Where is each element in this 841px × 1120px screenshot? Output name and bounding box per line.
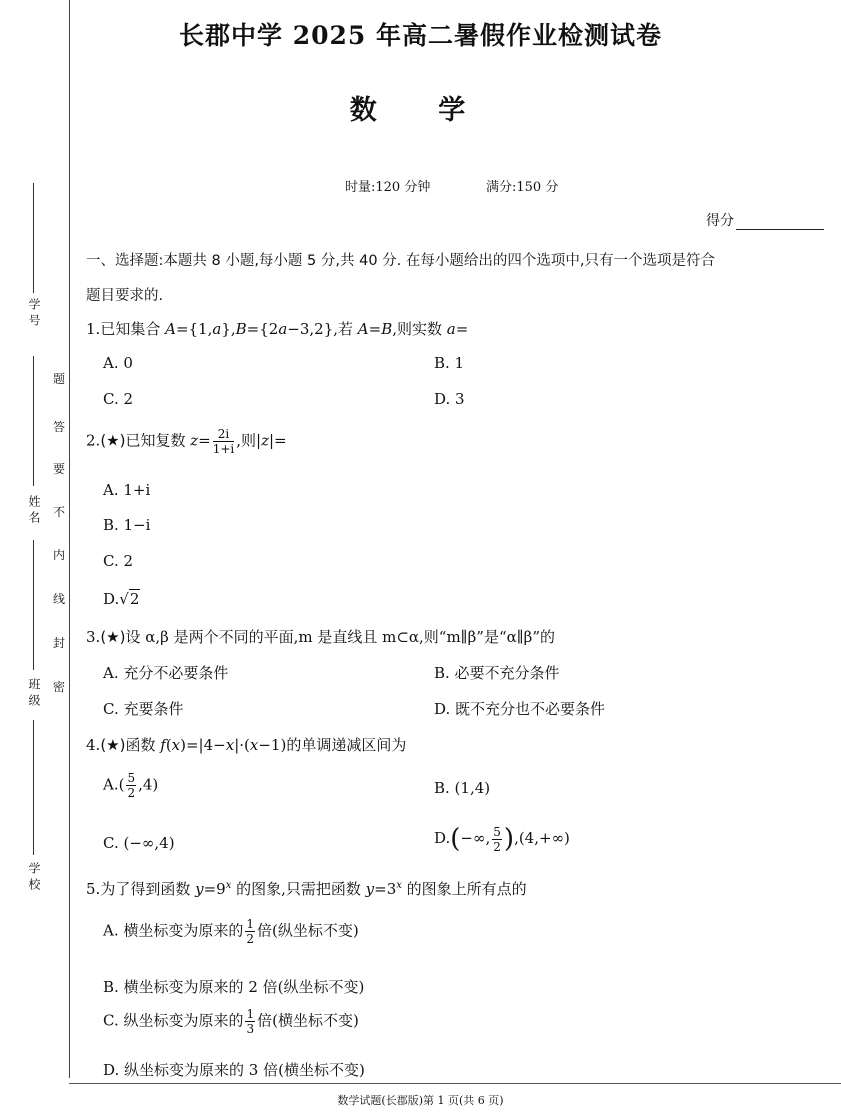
score-field: [706, 210, 824, 230]
q3-option-b: B. 必要不充分条件: [434, 664, 560, 682]
question-5-stem: 5.为了得到函数 $y=9^x$ 的图象,只需把函数 $y=3^x$ 的图象上所有点的: [86, 880, 527, 898]
q4-option-d: D.(−∞, $\frac{5}{2}$ ),(4,+∞): [434, 824, 570, 854]
exam-title: 长郡中学 2025 年高二暑假作业检测试卷: [179, 21, 662, 50]
q5c-fraction: $\frac{1}{3}$: [246, 1007, 255, 1036]
section-heading-line1: 一、选择题:本题共 8 小题,每小题 5 分,共 40 分. 在每小题给出的四个选项中,只有一个选项是符合: [86, 253, 715, 269]
q3-option-a: A. 充分不必要条件: [103, 664, 229, 682]
q4-option-b: B. (1,4): [434, 779, 491, 797]
seal-char: 内: [53, 548, 66, 562]
subject-title: 数 学: [349, 95, 492, 126]
q5-option-c: C. 纵坐标变为原来的 $\frac{1}{3}$ 倍(横坐标不变): [103, 1007, 359, 1036]
score-blank: [736, 215, 824, 230]
q2-option-c: C. 2: [103, 552, 134, 570]
seal-char: 要: [53, 462, 66, 476]
question-4-stem: 4.(★)函数 f(x)=|4−x|·(x−1)的单调递减区间为: [86, 736, 407, 754]
name-label: 姓 名: [27, 495, 41, 523]
sqrt-radicand: 2: [129, 590, 140, 608]
question-1-stem: 1.已知集合 A={1,a},B={2a−3,2},若 A=B,则实数 a=: [86, 320, 469, 338]
q3-option-d: D. 既不充分也不必要条件: [434, 700, 606, 718]
q1-option-b: B. 1: [434, 354, 465, 372]
question-2-stem: 2.(★)已知复数 z= $\frac{2i}{1+i}$ ,则|z|=: [86, 427, 287, 456]
q5-option-a: A. 横坐标变为原来的 $\frac{1}{2}$ 倍(纵坐标不变): [103, 917, 359, 946]
score-label: 得分: [706, 213, 734, 229]
q5a-fraction: $\frac{1}{2}$: [246, 917, 255, 946]
footer-rule: [69, 1083, 841, 1084]
seal-char: 线: [53, 592, 66, 606]
question-3-stem: 3.(★)设 α,β 是两个不同的平面,m 是直线且 m⊂α,则“m∥β”是“α∥β”的: [86, 628, 556, 646]
seal-char: 题: [53, 372, 66, 386]
full-score: 满分:150 分: [486, 180, 559, 195]
q5-option-b: B. 横坐标变为原来的 2 倍(纵坐标不变): [103, 978, 365, 996]
q4-option-c: C. (−∞,4): [103, 834, 175, 852]
school-label: 学 校: [27, 862, 41, 890]
seal-char: 封: [53, 636, 66, 650]
seal-char: 答: [53, 420, 66, 434]
student-id-label: 学 号: [27, 298, 41, 326]
class-label: 班 级: [27, 678, 41, 706]
q2-fraction: $\frac{2i}{1+i}$: [212, 427, 235, 456]
class-underline: [33, 540, 34, 670]
q2-option-b: B. 1−i: [103, 516, 151, 534]
q2-option-d: D.√2: [103, 590, 140, 608]
binding-margin-rule: [69, 0, 70, 1078]
seal-char: 不: [53, 505, 66, 519]
q5-option-d: D. 纵坐标变为原来的 3 倍(横坐标不变): [103, 1061, 365, 1079]
q4d-fraction: $\frac{5}{2}$: [493, 824, 501, 854]
q4-option-a: A.( $\frac{5}{2}$ ,4): [103, 771, 159, 800]
page-footer: 数学试题(长郡版)第 1 页(共 6 页): [337, 1094, 504, 1107]
q4a-fraction: $\frac{5}{2}$: [127, 771, 136, 800]
section-heading-line2: 题目要求的.: [86, 288, 164, 304]
q1-option-c: C. 2: [103, 390, 134, 408]
seal-char: 密: [53, 680, 66, 694]
time-limit: 时量:120 分钟: [345, 180, 431, 195]
name-underline: [33, 356, 34, 486]
school-underline: [33, 720, 34, 855]
q2-option-a: A. 1+i: [103, 481, 151, 499]
q1-option-d: D. 3: [434, 390, 465, 408]
q1-option-a: A. 0: [103, 354, 133, 372]
q3-option-c: C. 充要条件: [103, 700, 184, 718]
student-id-underline: [33, 183, 34, 293]
